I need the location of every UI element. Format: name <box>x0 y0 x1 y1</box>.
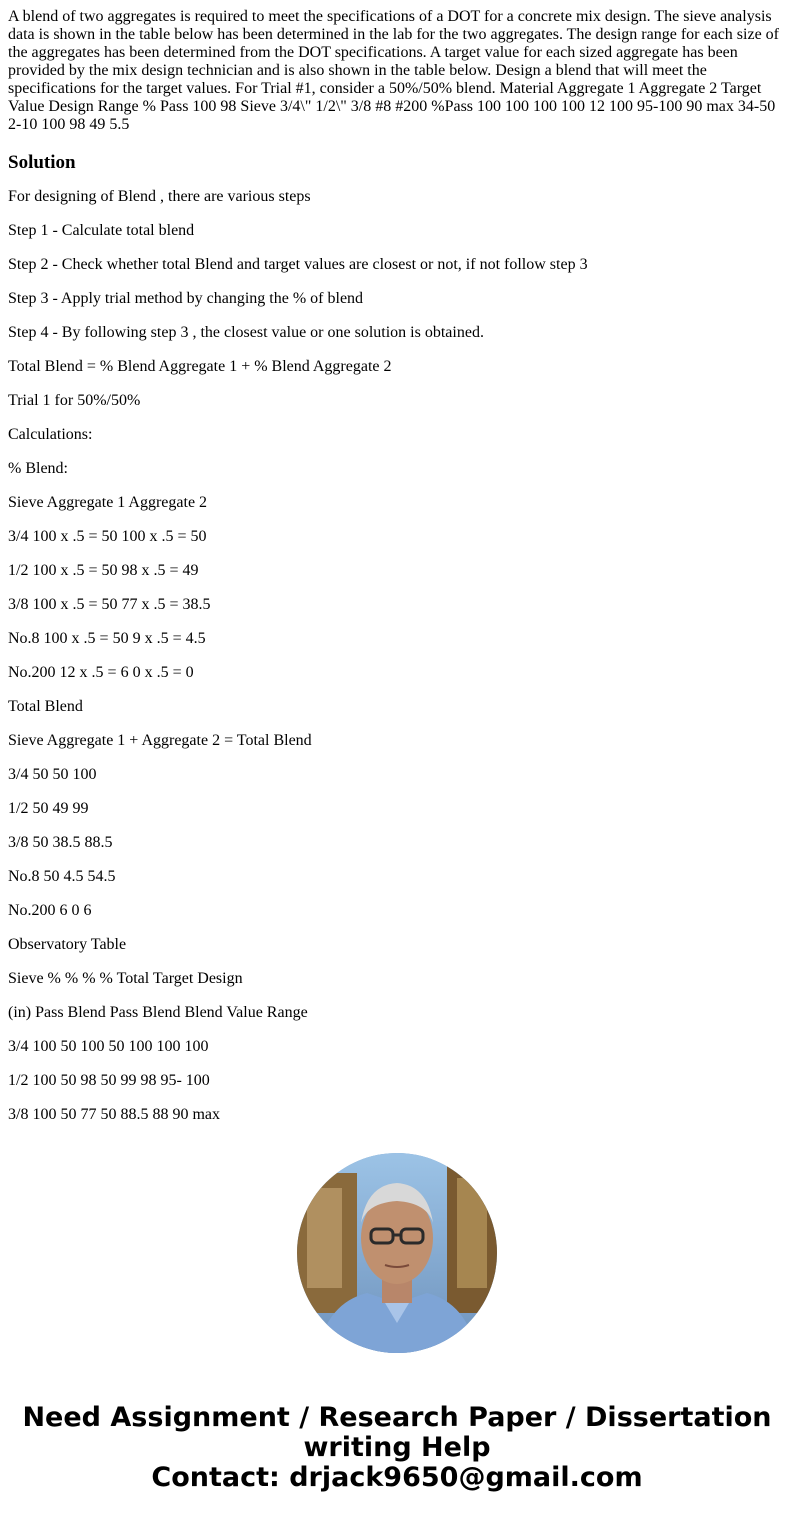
tutor-avatar <box>297 1153 497 1353</box>
solution-line: 1/2 100 50 98 50 99 98 95- 100 <box>8 1072 210 1089</box>
solution-line: 3/8 50 38.5 88.5 <box>8 834 113 851</box>
avatar-photo-icon <box>297 1153 497 1353</box>
solution-line: Step 1 - Calculate total blend <box>8 222 195 239</box>
solution-line: No.200 12 x .5 = 6 0 x .5 = 0 <box>8 664 194 681</box>
solution-line: Total Blend <box>8 698 83 715</box>
document-content <box>8 8 786 1122</box>
solution-line: 3/4 50 50 100 <box>8 766 97 783</box>
promo-line-1: Need Assignment / Research Paper / Dissertation <box>22 1402 772 1433</box>
promo-line-2: writing Help <box>303 1432 491 1463</box>
solution-line: No.8 50 4.5 54.5 <box>8 868 116 885</box>
solution-line: No.200 6 0 6 <box>8 902 92 919</box>
solution-line: Sieve Aggregate 1 + Aggregate 2 = Total Blend <box>8 732 312 749</box>
solution-line: No.8 100 x .5 = 50 9 x .5 = 4.5 <box>8 630 206 647</box>
solution-line: % Blend: <box>8 460 68 477</box>
solution-line: Sieve % % % % Total Target Design <box>8 970 243 987</box>
solution-line: 1/2 100 x .5 = 50 98 x .5 = 49 <box>8 562 199 579</box>
solution-line: Calculations: <box>8 426 93 443</box>
solution-line: Step 4 - By following step 3 , the closest value or one solution is obtained. <box>8 324 484 341</box>
solution-line: Trial 1 for 50%/50% <box>8 392 141 409</box>
promo-contact: Contact: drjack9650@gmail.com <box>151 1462 643 1493</box>
solution-line: 1/2 50 49 99 <box>8 800 89 817</box>
question-text: A blend of two aggregates is required to meet the specifications of a DOT for a concrete mix design. The sieve analysis data is shown in the table below has been determined in the lab for the two aggregates. The design range for each size of the aggregates has been determined from the DOT specifications. A target value for each sized aggregate has been provided by the mix design technician and is also shown in the table below. Design a blend that will meet the specifications for the target values. For Trial #1, consider a 50%/50% blend. Material Aggregate 1 Aggregate 2 Target Value Design Range % Pass 100 98 Sieve 3/4\" 1/2\" 3/8 #8 #200 %Pass 100 100 100 100 12 100 95-100 90 max 34-50 2-10 100 98 49 5.5 <box>8 8 779 133</box>
solution-line: Step 3 - Apply trial method by changing the % of blend <box>8 290 364 307</box>
solution-line: Sieve Aggregate 1 Aggregate 2 <box>8 494 208 511</box>
promo-banner <box>0 1403 794 1493</box>
solution-line: For designing of Blend , there are various steps <box>8 188 311 205</box>
solution-line: 3/8 100 x .5 = 50 77 x .5 = 38.5 <box>8 596 211 613</box>
solution-heading: Solution <box>8 152 76 173</box>
solution-line: 3/4 100 x .5 = 50 100 x .5 = 50 <box>8 528 207 545</box>
solution-body <box>8 188 786 1122</box>
solution-line: Observatory Table <box>8 936 127 953</box>
solution-line: 3/8 100 50 77 50 88.5 88 90 max <box>8 1106 220 1122</box>
solution-line: 3/4 100 50 100 50 100 100 100 <box>8 1038 209 1055</box>
solution-line: Step 2 - Check whether total Blend and target values are closest or not, if not follow step 3 <box>8 256 588 273</box>
solution-line: (in) Pass Blend Pass Blend Blend Value Range <box>8 1004 308 1021</box>
solution-line: Total Blend = % Blend Aggregate 1 + % Blend Aggregate 2 <box>8 358 392 375</box>
